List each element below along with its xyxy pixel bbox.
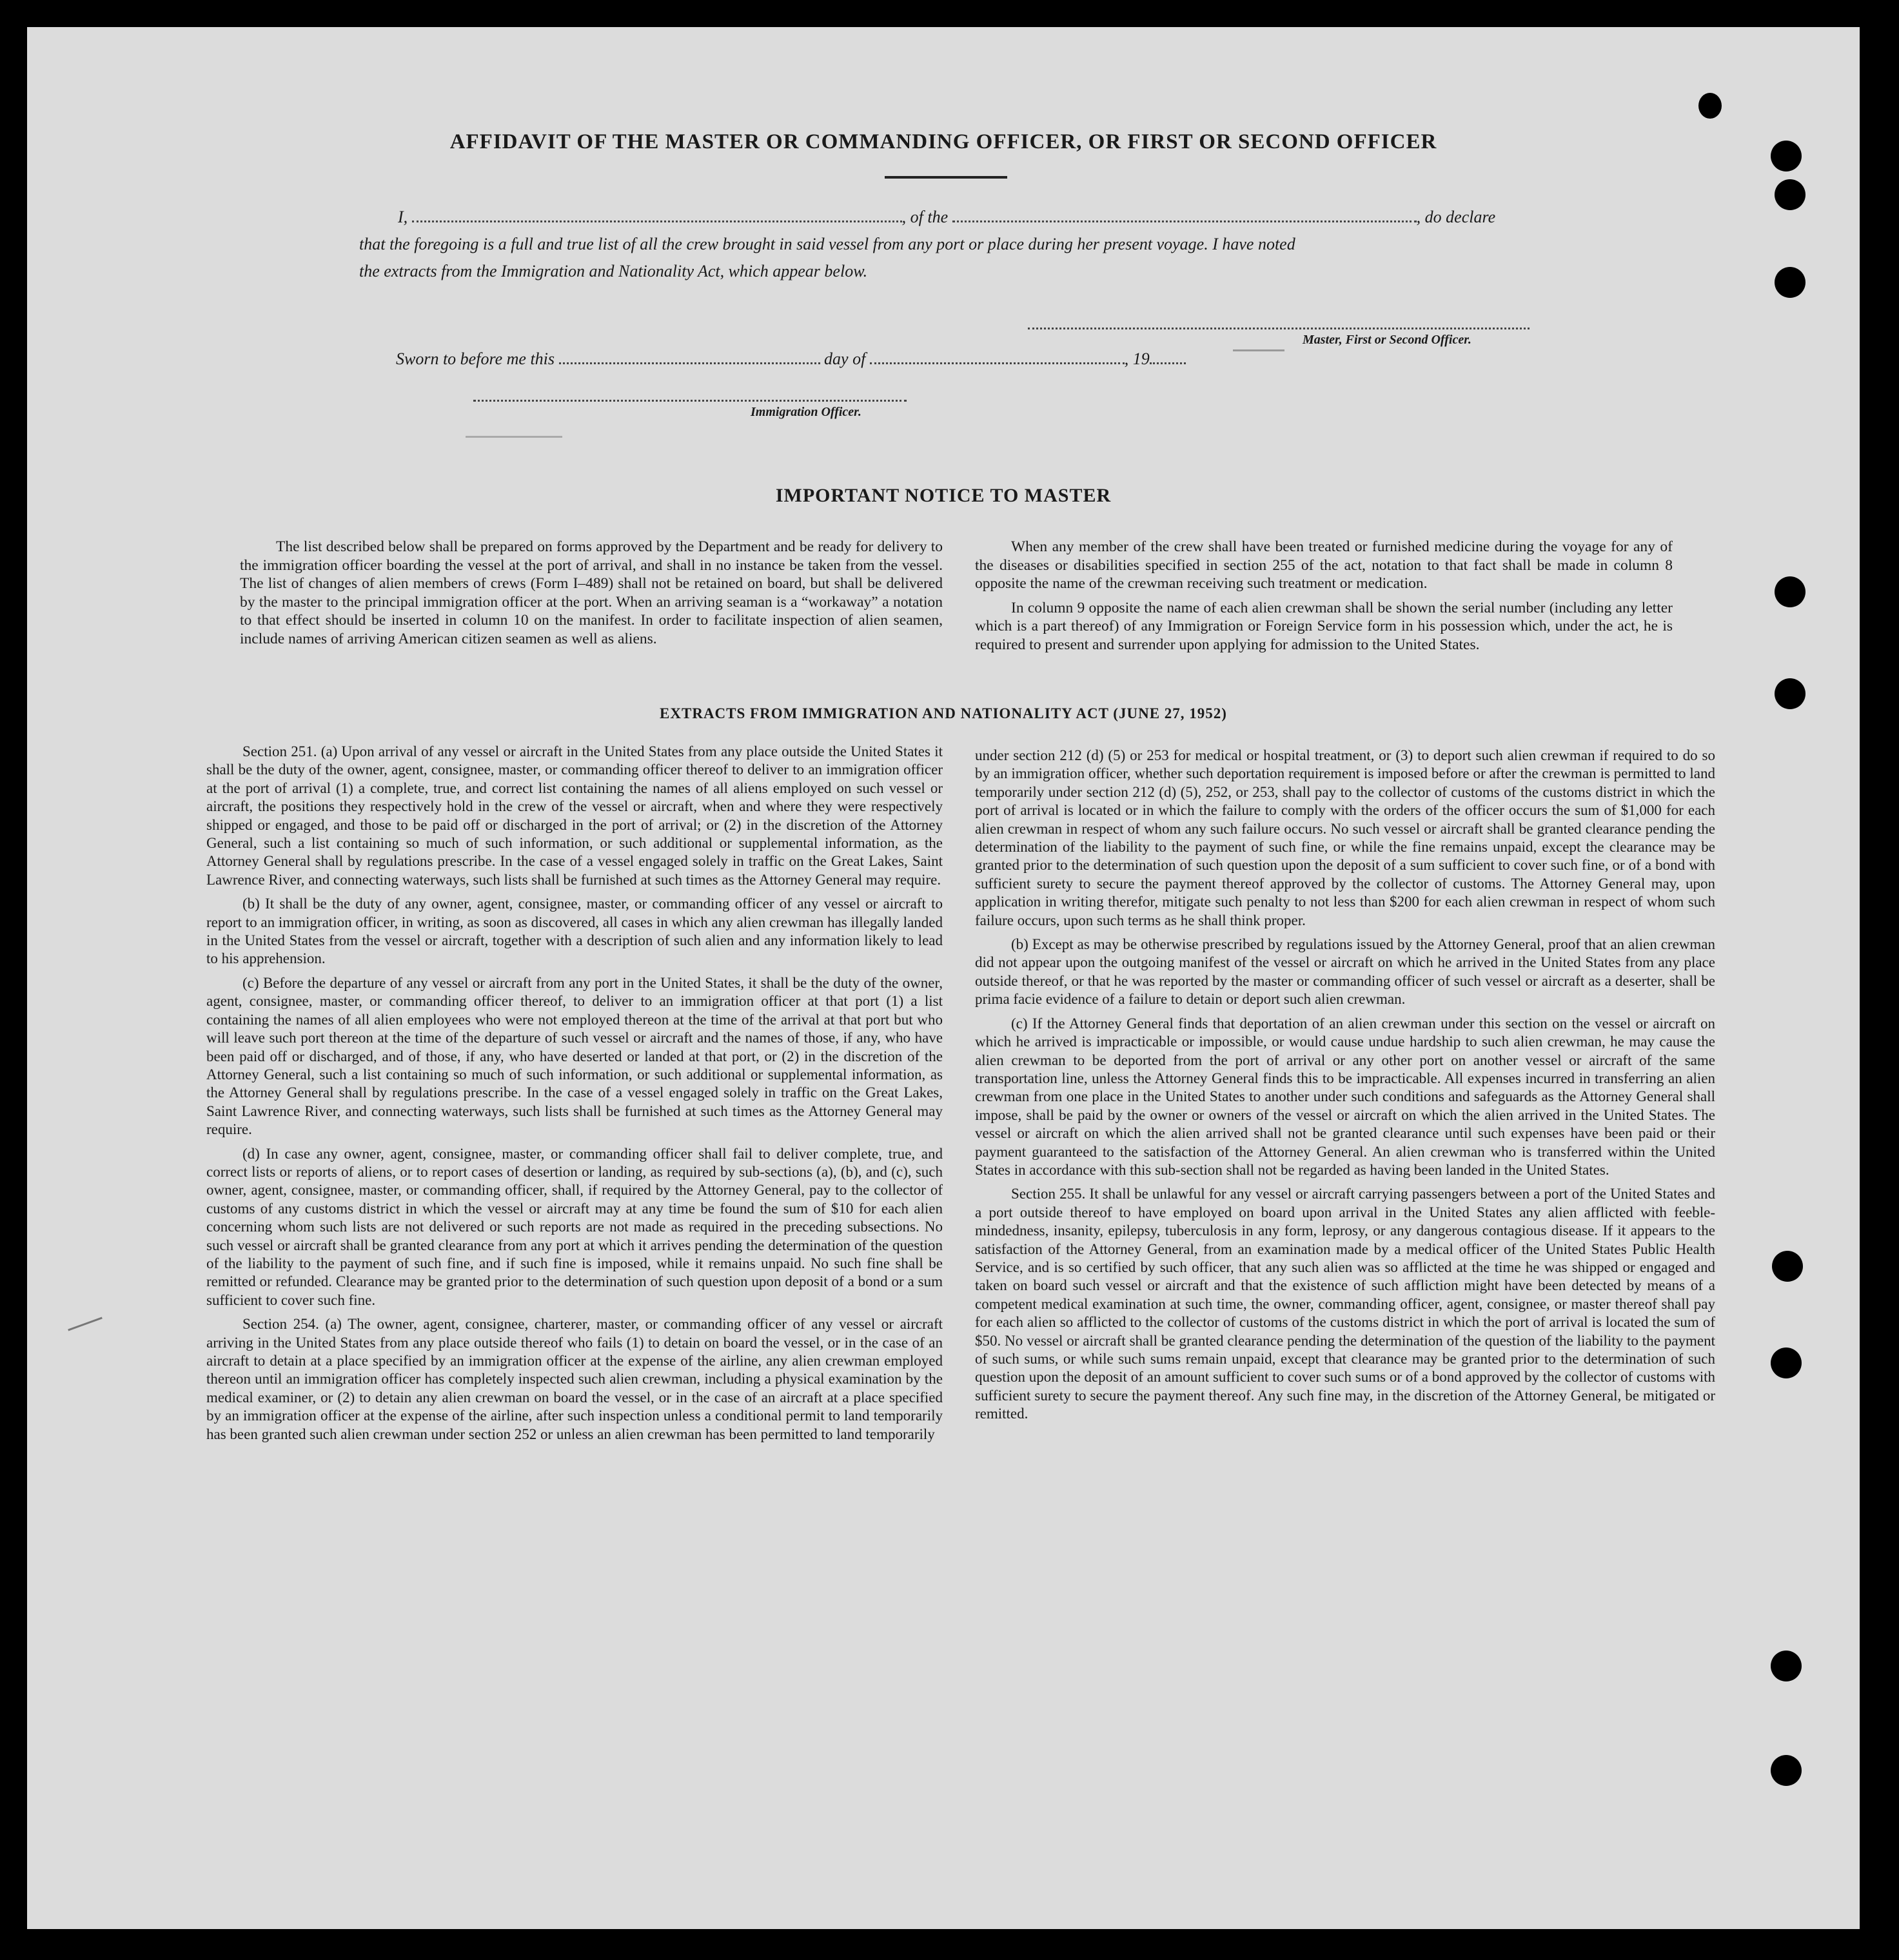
- sworn-label: Sworn to before me this: [396, 349, 555, 368]
- section-254-a: Section 254. (a) The owner, agent, consignee, charterer, master, or commanding officer of any vessel or aircraft arriving in the United States from any place outside thereof who fails (1) to detain on board the vessel, or in the case of an aircraft to detain at a place specified by an immigration officer at the expense of the airline, any alien crewman employed thereon until an immigration officer has completely inspected such alien crewman, including a physical examination by the medical examiner, or (2) to detain any alien crewman on board the vessel, or in the case of an aircraft at a place specified by an immigration officer at the expense of the airline, after such inspection unless a conditional permit to land temporarily has been granted such alien crewman under section 252 or unless an alien crewman has been permitted to land temporarily: [206, 1316, 943, 1442]
- section-255: Section 255. It shall be unlawful for any vessel or aircraft carrying passengers between a port of the United States and a port outside thereof to have employed on board upon arrival in the United States any alien afflicted with feeble-mindedness, insanity, epilepsy, tuberculosis in any form, leprosy, or any dangerous contagious disease. If it appears to the satisfaction of the Attorney General, from an examination made by a medical officer of the United States Public Health Service, and is so certified by such officer, that any such alien was so afflicted at the time he was shipped or engaged and taken on board such vessel or aircraft and that the existence of such affliction might have been detected by means of a competent medical examination at such time, the owner, commanding officer, agent, consignee, or master thereof shall pay for each alien so afflicted to the collector of customs of the customs district in which the port of arrival is located the sum of $50. No vessel or aircraft shall be granted clearance pending the determination of the question of the liability to the payment of such sums, or while such sums remain unpaid, except that clearance may be granted prior to the determination of such question upon the deposit of an amount sufficient to cover such sums or of a bond approved by the collector of customs with sufficient surety to secure the payment thereof. Any such fine may, in the discretion of the Attorney General, be mitigated or remitted.: [975, 1186, 1715, 1422]
- notice-left-paragraph: The list described below shall be prepared on forms approved by the Department and be ready for delivery to the immigration officer boarding the vessel at the port of arrival, and shall in no instance be taken from the vessel. The list of changes of alien members of crews (Form I–489) shall not be retained on board, but shall be delivered by the master to the principal immigration officer at the port. When an arriving seaman is a “workaway” a notation to that effect should be inserted in column 10 on the manifest. In order to facilitate inspection of alien seamen, include names of arriving American citizen seamen as well as aliens.: [240, 538, 943, 647]
- section-251-c: (c) Before the departure of any vessel or aircraft from any port in the United States, it shall be the duty of the owner, agent, consignee, master, or commanding officer thereof, to deliver to an immigration officer at that port (1) a list containing the names of all alien employees who were not employed thereon at the time of the arrival at that port but who will leave such port thereon at the time of the departure of such vessel or aircraft and the names of those, if any, who have been paid off or discharged, and of those, if any, who have deserted or landed at that port, or (2) in the discretion of the Attorney General, such a list containing so much of such information, or such additional or supplemental information, as the Attorney General shall by regulations prescribe. In the case of a vessel engaged solely in traffic on the Great Lakes, Saint Lawrence River, and connecting waterways, such lists shall be furnished at such times as the Attorney General may require.: [206, 974, 943, 1138]
- smudge-mark: [466, 436, 562, 438]
- binder-hole: [1771, 1755, 1802, 1786]
- notice-title: IMPORTANT NOTICE TO MASTER: [775, 485, 1112, 506]
- extracts-title: EXTRACTS FROM IMMIGRATION AND NATIONALITY ACT (JUNE 27, 1952): [660, 705, 1227, 721]
- binder-hole: [1775, 576, 1806, 607]
- immigration-officer-caption: Immigration Officer.: [751, 405, 861, 419]
- binder-hole: [1771, 1348, 1802, 1378]
- declaration-text-line-3: the extracts from the Immigration and Nationality Act, which appear below.: [359, 262, 868, 280]
- do-declare-label: , do declare: [1416, 208, 1496, 226]
- day-of-label: day of: [824, 349, 866, 368]
- extracts-right-column: [975, 747, 1715, 1429]
- extracts-left-column: [206, 743, 943, 1449]
- smudge-mark: [1233, 349, 1284, 351]
- binder-hole: [1775, 678, 1806, 709]
- sworn-day-field[interactable]: [559, 351, 820, 364]
- section-254-a-continued: under section 212 (d) (5) or 253 for medical or hospital treatment, or (3) to deport such alien crewman if required to do so by an immigration officer, whether such deportation requirement is imposed before or after the crewman is permitted to land temporarily under section 212 (d) (5), 252, or 253, shall pay to the collector of customs of the customs district in which the port of arrival is located or in which the failure to comply with the orders of the officer occurs the sum of $1,000 for each alien crewman in respect of whom any such failure occurs. No such vessel or aircraft shall be granted clearance pending the determination of the liability to the payment of such fine, or while the fine remains unpaid, except the clearance may be granted prior to the determination of such question upon the deposit of a sum sufficient to cover such fine, or of a bond with sufficient surety to secure the payment thereof approved by the collector of customs. The Attorney General may, upon application in writing therefor, mitigate such penalty to not less than $200 for each alien crewman in respect of whom such failure occurs, upon such terms as he shall think proper.: [975, 747, 1715, 928]
- notice-right-column: [975, 538, 1673, 660]
- binder-hole: [1698, 93, 1722, 119]
- section-251-d: (d) In case any owner, agent, consignee, master, or commanding officer shall fail to deliver complete, true, and correct lists or reports of aliens, or to report cases of desertion or landing, as required by sub-sections (a), (b), and (c), such owner, agent, consignee, master, or commanding officer, shall, if required by the Attorney General, pay to the collector of customs of any customs district in which the vessel or aircraft may at any time be found the sum of $10 for each alien concerning whom such lists are not delivered or such reports are not made as required in the preceding subsections. No such vessel or aircraft shall be granted clearance from any port at which it arrives pending the determination of the question of the liability to the payment of such fine, and if such fine is imposed, while it remains unpaid. No such fine shall be remitted or refunded. Clearance may be granted prior to the determination of such question upon deposit of a bond or a sum sufficient to cover such fine.: [206, 1145, 943, 1308]
- sworn-line: [396, 349, 1186, 369]
- affidavit-title: AFFIDAVIT OF THE MASTER OR COMMANDING OFFICER, OR FIRST OR SECOND OFFICER: [449, 130, 1437, 153]
- section-251-b: (b) It shall be the duty of any owner, agent, consignee, master, or commanding officer of any vessel or aircraft to report to an immigration officer, in writing, as soon as discovered, all cases in which any alien crewman has illegally landed in the United States from the vessel or aircraft, together with a description of such alien and any information likely to lead to his apprehension.: [206, 896, 943, 967]
- declarant-label: I,: [398, 208, 408, 226]
- master-signature-line[interactable]: [1028, 328, 1530, 329]
- year-label: , 19: [1124, 349, 1150, 368]
- pencil-tick-mark: [68, 1317, 103, 1331]
- document-page: [27, 27, 1860, 1929]
- title-divider: [885, 176, 1007, 179]
- section-254-c: (c) If the Attorney General finds that deportation of an alien crewman under this section on the vessel or aircraft on which he arrived is impracticable or impossible, or would cause undue hardship to such alien crewman, he may cause the alien crewman to be deported from the port of arrival or any other port on another vessel or aircraft of the same transportation line, unless the Attorney General finds this to be impracticable. All expenses incurred in transferring an alien crewman from one place in the United States to another under such conditions and safeguards as the Attorney General shall impose, shall be paid by the owner or owners of the vessel or aircraft on which the alien arrived in the United States. The vessel or aircraft on which the alien arrived shall not be granted clearance until such expenses have been paid or their payment guaranteed to the satisfaction of the Attorney General. An alien crewman who is transferred within the United States in accordance with this sub-section shall not be regarded as having been landed in the United States.: [975, 1015, 1715, 1178]
- declarant-name-field[interactable]: [412, 209, 902, 222]
- sworn-year-field[interactable]: [1150, 351, 1186, 364]
- notice-right-paragraph-1: When any member of the crew shall have been treated or furnished medicine during the voyage for any of the diseases or disabilities specified in section 255 of the act, notation to that fact shall be made in column 8 opposite the name of the crewman receiving such treatment or medication.: [975, 538, 1673, 592]
- notice-left-column: [240, 538, 943, 654]
- section-254-b: (b) Except as may be otherwise prescribed by regulations issued by the Attorney General, proof that an alien crewman did not appear upon the outgoing manifest of the vessel or aircraft on which he arrived in the United States from any place outside thereof, or that he was reported by the master or commanding officer of such vessel or aircraft as a deserter, shall be prima facie evidence of a failure to detain or deport such alien crewman.: [975, 936, 1715, 1008]
- declaration-text-line-2: that the foregoing is a full and true list of all the crew brought in said vessel from any port or place during her present voyage. I have noted: [359, 235, 1295, 253]
- of-the-label: , of the: [901, 208, 949, 226]
- vessel-name-field[interactable]: [952, 209, 1417, 222]
- master-signature-caption: Master, First or Second Officer.: [1303, 333, 1471, 347]
- immigration-officer-signature-line[interactable]: [473, 400, 907, 402]
- binder-hole: [1771, 1651, 1802, 1681]
- binder-hole: [1772, 1251, 1803, 1282]
- declaration-line: [398, 208, 1559, 227]
- binder-hole: [1775, 267, 1806, 298]
- sworn-month-field[interactable]: [870, 351, 1125, 364]
- notice-right-paragraph-2: In column 9 opposite the name of each alien crewman shall be shown the serial number (including any letter which is a part thereof) of any Immigration or Foreign Service form in his possession which, under the act, he is required to present and surrender upon applying for admission to the United States.: [975, 599, 1673, 653]
- section-251-a: Section 251. (a) Upon arrival of any vessel or aircraft in the United States from any place outside the United States it shall be the duty of the owner, agent, consignee, master, or commanding officer thereof to deliver to an immigration officer at the port of arrival (1) a complete, true, and correct list containing the names of all aliens employed on such vessel or aircraft, the positions they respectively hold in the crew of the vessel or aircraft, when and where they were respectively shipped or engaged, and those to be paid off or discharged in the port of arrival; or (2) in the discretion of the Attorney General, such a list containing so much of such information, or such additional or supplemental information, as the Attorney General shall by regulations prescribe. In the case of a vessel engaged solely in traffic on the Great Lakes, Saint Lawrence River, and connecting waterways, such lists shall be furnished at such times as the Attorney General may require.: [206, 743, 943, 888]
- binder-hole: [1775, 179, 1806, 210]
